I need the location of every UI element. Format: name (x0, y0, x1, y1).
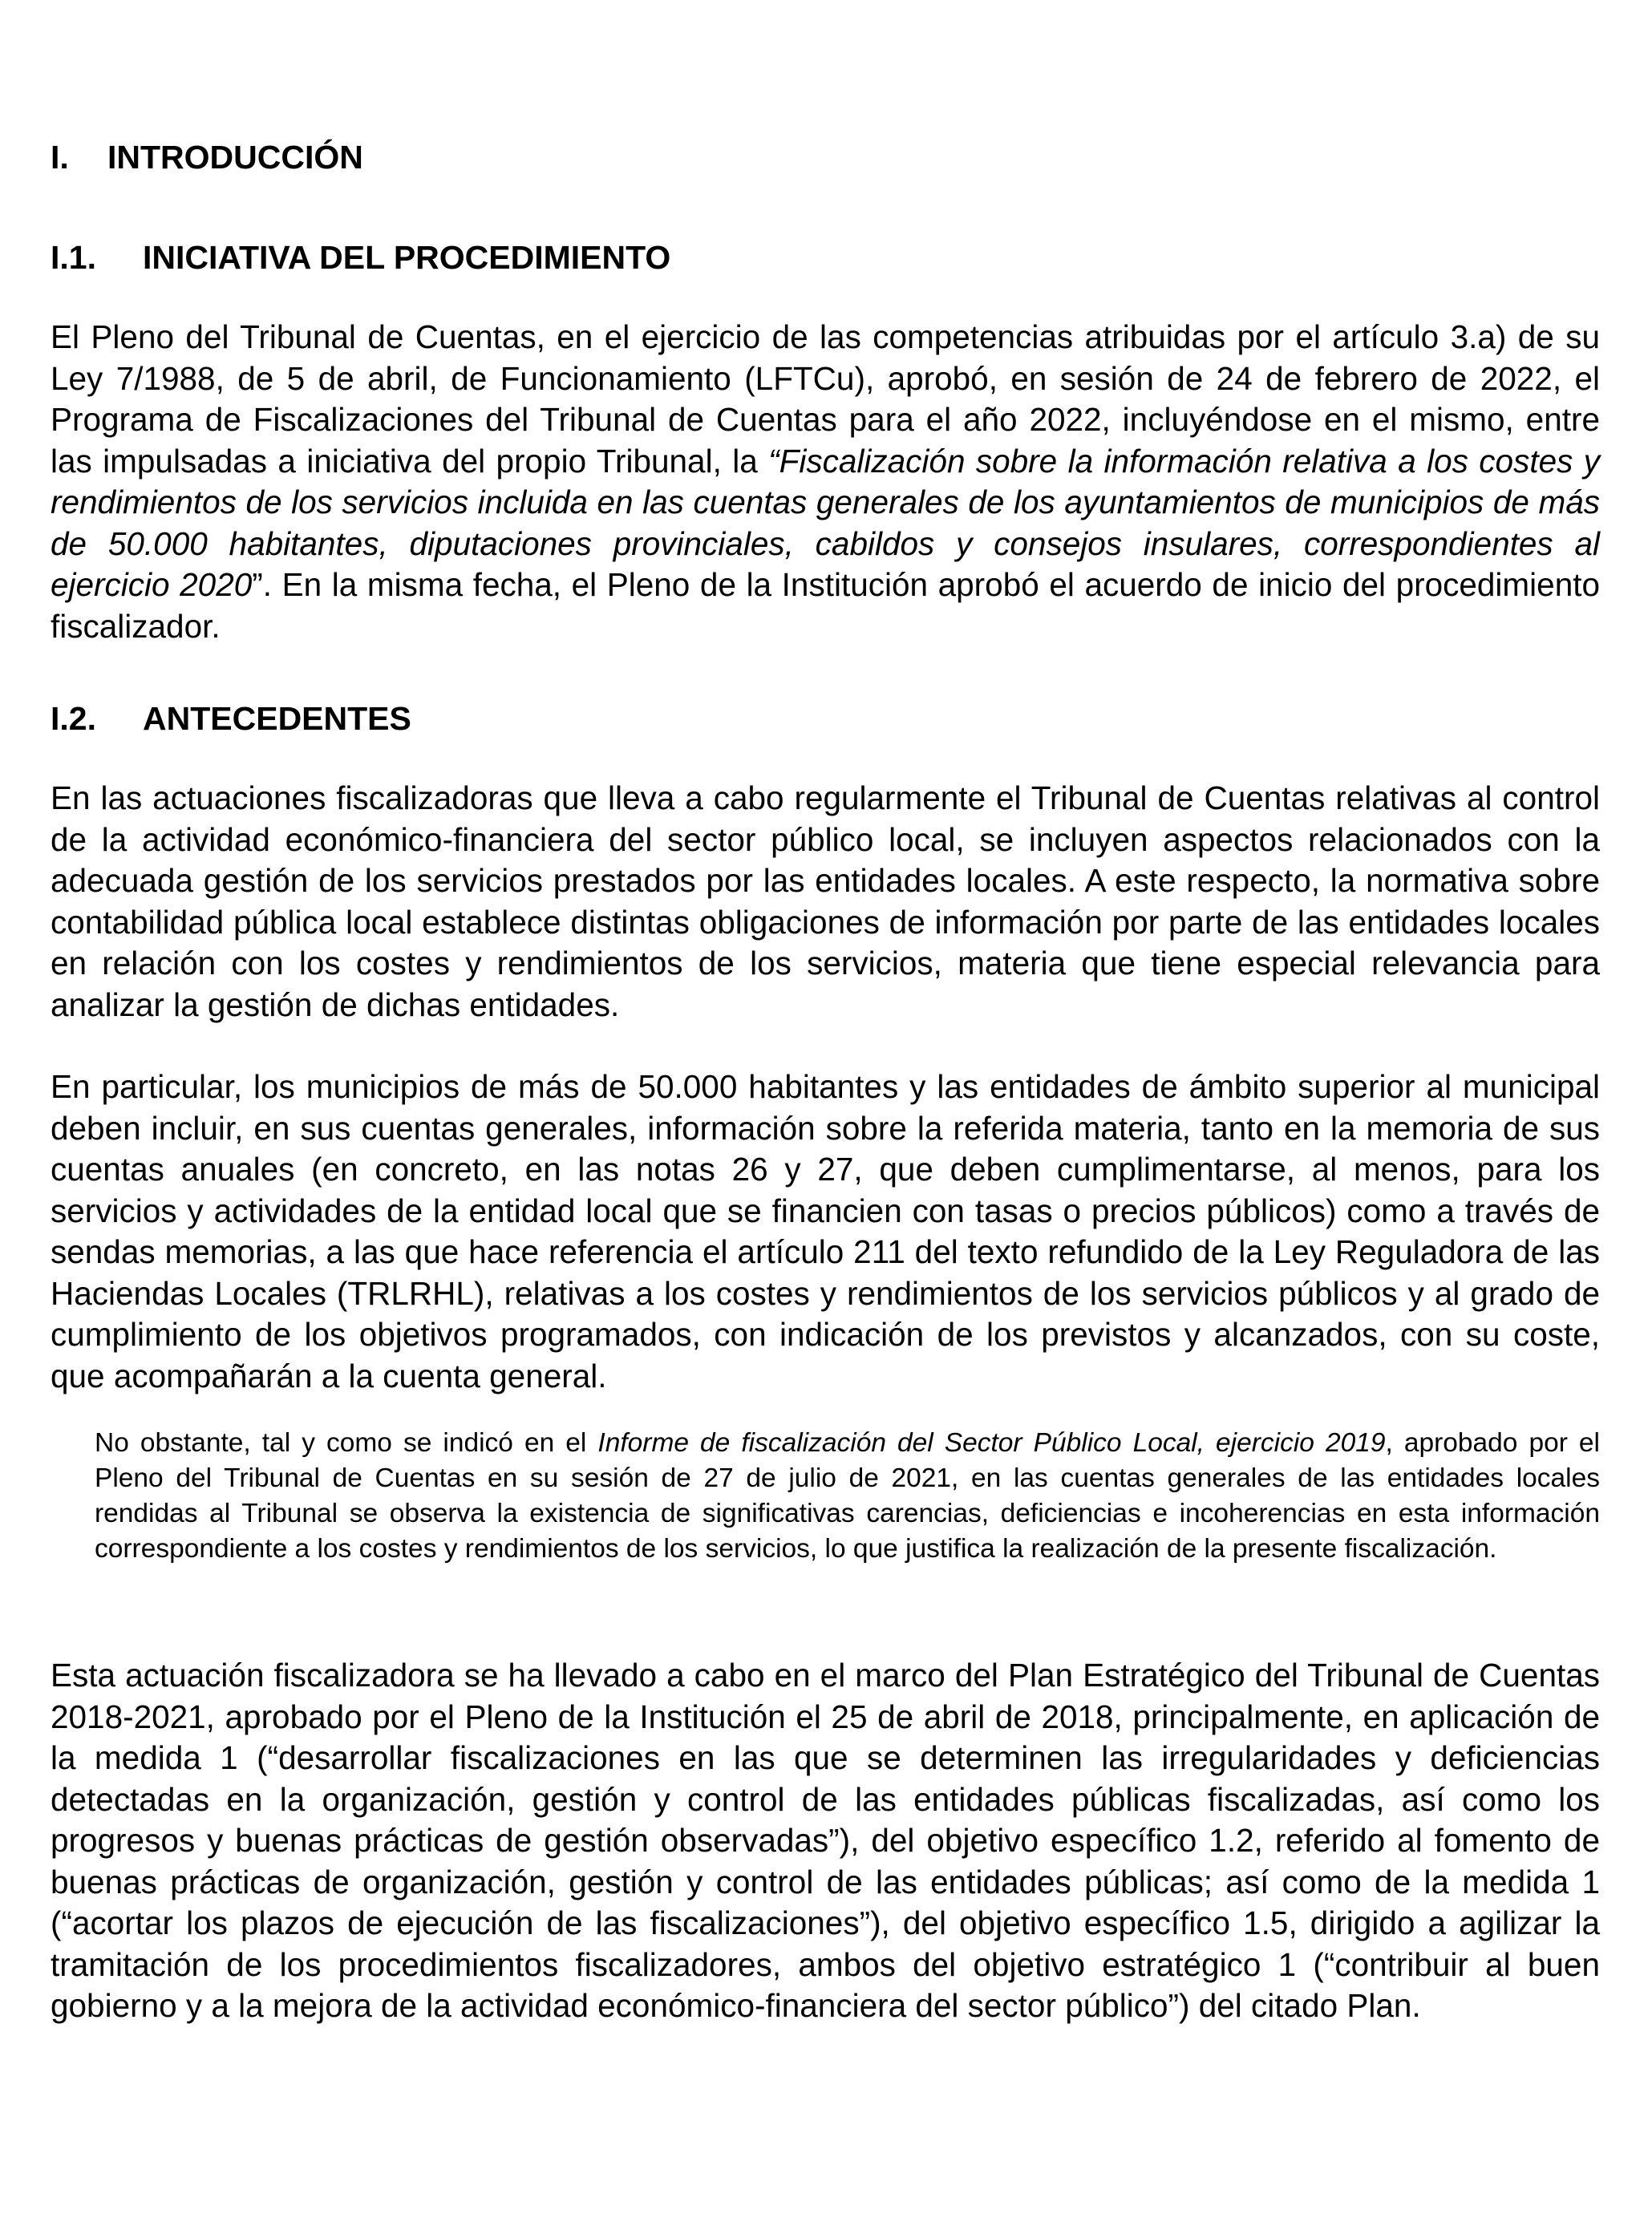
paragraph-text: No obstante, tal y como se indicó en el (95, 1428, 598, 1458)
paragraph-text: ”. En la misma fecha, el Pleno de la Institución aprobó el acuerdo de inicio del procedimiento fiscalizador. (51, 566, 1600, 645)
section-heading-antecedentes (51, 698, 411, 739)
paragraph-text: , aprobado por el Pleno del Tribunal de Cuentas en su sesión de 27 de julio de 2021, en las cuentas generales de las entidades locales rendidas al Tribunal se observa la existencia de significativas carencias, deficiencias e incoherencias en esta información correspondiente a los costes y rendimientos de los servicios, lo que justifica la realización de la presente fiscalización. (95, 1428, 1600, 1564)
quoted-program-title: “Fiscalización sobre la información relativa a los costes y rendimientos de los servicios incluida en las cuentas generales de los ayuntamientos de municipios de más de 50.000 habitantes, diputaciones provinciales, cabildos y consejos insulares, correspondientes al ejercicio 2020 (51, 442, 1600, 603)
section-heading-introduccion (51, 136, 363, 178)
section-number: I.1. (51, 239, 96, 276)
paragraph-text: El Pleno del Tribunal de Cuentas, en el ejercicio de las competencias atribuidas por el artículo 3.a) de su Ley 7/1988, de 5 de abril, de Funcionamiento (LFTCu), aprobó, en sesión de 24 de febrero de 2022, el Programa de Fiscalizaciones del Tribunal de Cuentas para el año 2022, incluyéndose en el mismo, entre las impulsadas a iniciativa del propio Tribunal, la (51, 318, 1600, 480)
paragraph-antecedentes-4: Esta actuación fiscalizadora se ha llevado a cabo en el marco del Plan Estratégico del Tribunal de Cuentas 2018-2021, aprobado por el Pleno de la Institución el 25 de abril de 2018, principalmente, en aplicación de la medida 1 (“desarrollar fiscalizaciones en las que se determinen las irregularidades y deficiencias detectadas en la organización, gestión y control de las entidades públicas fiscalizadas, así como los progresos y buenas prácticas de gestión observadas”), del objetivo específico 1.2, referido al fomento de buenas prácticas de organización, gestión y control de las entidades públicas; así como de la medida 1 (“acortar los plazos de ejecución de las fiscalizaciones”), del objetivo específico 1.5, dirigido a agilizar la tramitación de los procedimientos fiscalizadores, ambos del objetivo estratégico 1 (“contribuir al buen gobierno y a la mejora de la actividad económico-financiera del sector público”) del citado Plan. (51, 1657, 1600, 2024)
paragraph-antecedentes-2: En particular, los municipios de más de 50.000 habitantes y las entidades de ámbito superior al municipal deben incluir, en sus cuentas generales, información sobre la referida materia, tanto en la memoria de sus cuentas anuales (en concreto, en las notas 26 y 27, que deben cumplimentarse, al menos, para los servicios y actividades de la entidad local que se financien con tasas o precios públicos) como a través de sendas memorias, a las que hace referencia el artículo 211 del texto refundido de la Ley Reguladora de las Haciendas Locales (TRLRHL), relativas a los costes y rendimientos de los servicios públicos y al grado de cumplimiento de los objetivos programados, con indicación de los previstos y alcanzados, con su coste, que acompañarán a la cuenta general. (51, 1068, 1600, 1394)
section-heading-iniciativa (51, 237, 670, 278)
section-number: I.2. (51, 700, 96, 737)
report-title: Informe de fiscalización del Sector Público Local, ejercicio 2019 (597, 1428, 1386, 1458)
section-title: ANTECEDENTES (143, 700, 411, 737)
section-title: INTRODUCCIÓN (107, 139, 363, 176)
section-number: I. (51, 139, 69, 176)
paragraph-iniciativa (51, 317, 1600, 647)
paragraph-antecedentes-3 (95, 1426, 1600, 1567)
section-title: INICIATIVA DEL PROCEDIMIENTO (143, 239, 671, 276)
paragraph-antecedentes-1: En las actuaciones fiscalizadoras que lleva a cabo regularmente el Tribunal de Cuentas relativas al control de la actividad económico-financiera del sector público local, se incluyen aspectos relacionados con la adecuada gestión de los servicios prestados por las entidades locales. A este respecto, la normativa sobre contabilidad pública local establece distintas obligaciones de información por parte de las entidades locales en relación con los costes y rendimientos de los servicios, materia que tiene especial relevancia para analizar la gestión de dichas entidades. (51, 779, 1600, 1023)
